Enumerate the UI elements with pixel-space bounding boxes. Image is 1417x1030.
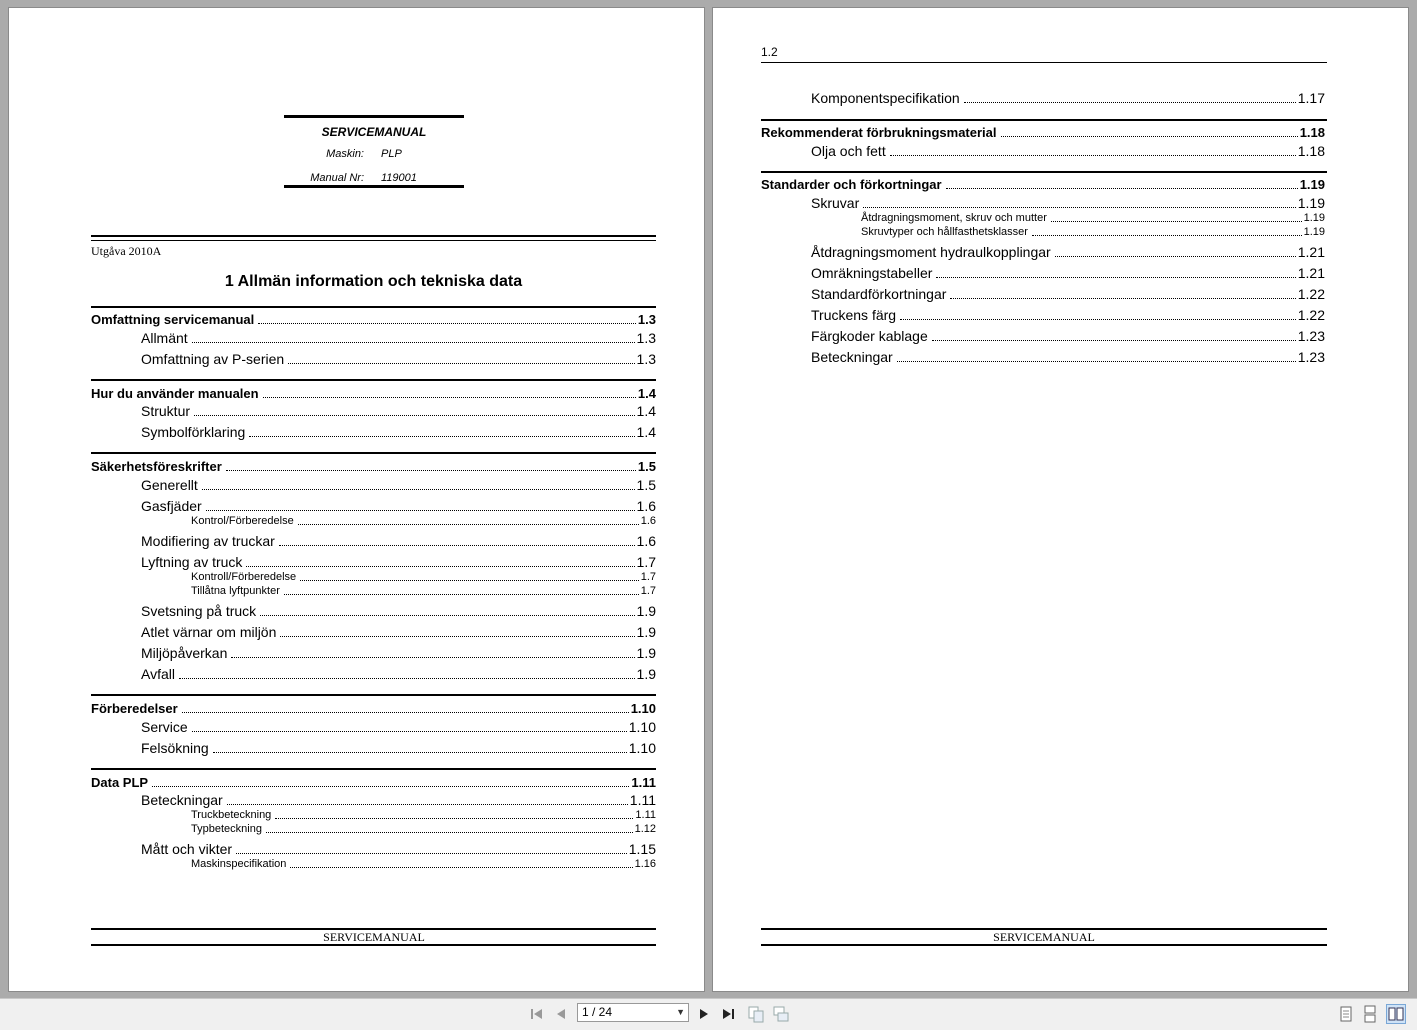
toc-entry[interactable]: Omfattning av P-serien 1.3 (141, 351, 656, 367)
toc-entry[interactable]: Mått och vikter 1.15 (141, 841, 656, 857)
toc-entry[interactable]: Service 1.10 (141, 719, 656, 735)
toc-entry[interactable]: Svetsning på truck 1.9 (141, 603, 656, 619)
page-footer: SERVICEMANUAL (993, 930, 1095, 944)
single-page-view-icon[interactable] (1336, 1004, 1356, 1024)
viewer-toolbar (0, 998, 1417, 1030)
section-rule (91, 694, 656, 696)
toc-entry[interactable]: Typbeteckning 1.12 (191, 823, 656, 835)
section-rule (761, 119, 1327, 121)
last-page-icon[interactable] (718, 1004, 738, 1024)
toc-entry[interactable]: Maskinspecifikation 1.16 (191, 858, 656, 870)
manual-header-title: SERVICEMANUAL (321, 125, 427, 139)
page-footer: SERVICEMANUAL (323, 930, 425, 944)
toc-entry[interactable]: Omräkningstabeller 1.21 (811, 265, 1325, 281)
toc-entry[interactable]: Avfall 1.9 (141, 666, 656, 682)
machine-value: PLP (381, 148, 402, 160)
chevron-down-icon: ▼ (676, 1007, 685, 1017)
toc-entry[interactable]: Säkerhetsföreskrifter 1.5 (91, 459, 656, 474)
toc-entry[interactable]: Skruvtyper och hållfasthetsklasser 1.19 (861, 226, 1325, 238)
manual-number-value: 119001 (381, 172, 417, 184)
page-number-select[interactable] (577, 1003, 689, 1022)
toc-entry[interactable]: Olja och fett 1.18 (811, 143, 1325, 159)
rotate-icon[interactable] (746, 1004, 766, 1024)
two-page-view-icon[interactable] (1386, 1004, 1406, 1024)
page-number: 1.2 (761, 45, 778, 59)
continuous-view-icon[interactable] (1360, 1004, 1380, 1024)
next-page-icon[interactable] (694, 1004, 714, 1024)
toc-entry[interactable]: Kontrol/Förberedelse 1.6 (191, 515, 656, 527)
toc-entry[interactable]: Beteckningar 1.11 (141, 792, 656, 808)
first-page-icon[interactable] (527, 1004, 547, 1024)
toc-entry[interactable]: Felsökning 1.10 (141, 740, 656, 756)
manual-header-box (284, 115, 464, 188)
header-double-rule (91, 235, 656, 241)
section-rule (91, 452, 656, 454)
document-page-right (712, 7, 1409, 992)
toc-entry[interactable]: Gasfjäder 1.6 (141, 498, 656, 514)
toc-entry[interactable]: Truckens färg 1.22 (811, 307, 1325, 323)
toc-entry[interactable]: Standardförkortningar 1.22 (811, 286, 1325, 302)
machine-label: Maskin: (326, 148, 364, 160)
edition-label: Utgåva 2010A (91, 244, 162, 258)
footer-rule-bottom (761, 944, 1327, 946)
section-rule (91, 306, 656, 308)
toc-entry[interactable]: Miljöpåverkan 1.9 (141, 645, 656, 661)
toc-entry[interactable]: Modifiering av truckar 1.6 (141, 533, 656, 549)
toc-entry[interactable]: Tillåtna lyftpunkter 1.7 (191, 585, 656, 597)
footer-rule-bottom (91, 944, 656, 946)
section-rule (91, 768, 656, 770)
toc-entry[interactable]: Beteckningar 1.23 (811, 349, 1325, 365)
chapter-title: 1 Allmän information och tekniska data (224, 273, 523, 290)
page-indicator: 1 / 24 (582, 1005, 613, 1019)
toc-entry[interactable]: Omfattning servicemanual 1.3 (91, 312, 656, 327)
toc-entry[interactable]: Hur du använder manualen 1.4 (91, 386, 656, 401)
toc-entry[interactable]: Allmänt 1.3 (141, 330, 656, 346)
toc-entry[interactable]: Rekommenderat förbrukningsmaterial 1.18 (761, 125, 1325, 140)
section-rule (91, 379, 656, 381)
section-rule (761, 171, 1327, 173)
toc-entry[interactable]: Lyftning av truck 1.7 (141, 554, 656, 570)
toc-entry[interactable]: Standarder och förkortningar 1.19 (761, 177, 1325, 192)
prev-page-icon[interactable] (551, 1004, 571, 1024)
toc-entry[interactable]: Generellt 1.5 (141, 477, 656, 493)
toc-entry[interactable]: Åtdragningsmoment, skruv och mutter 1.19 (861, 212, 1325, 224)
toc-entry[interactable]: Färgkoder kablage 1.23 (811, 328, 1325, 344)
copy-icon[interactable] (771, 1004, 791, 1024)
toc-entry[interactable]: Skruvar 1.19 (811, 195, 1325, 211)
toc-entry[interactable]: Komponentspecifikation 1.17 (811, 90, 1325, 106)
document-page-left (8, 7, 705, 992)
toc-entry[interactable]: Kontroll/Förberedelse 1.7 (191, 571, 656, 583)
toc-entry[interactable]: Symbolförklaring 1.4 (141, 424, 656, 440)
toc-entry[interactable]: Atlet värnar om miljön 1.9 (141, 624, 656, 640)
toc-entry[interactable]: Data PLP 1.11 (91, 775, 656, 790)
manual-number-label: Manual Nr: (310, 172, 364, 184)
header-rule (761, 62, 1327, 63)
toc-entry[interactable]: Förberedelser 1.10 (91, 701, 656, 716)
toc-entry[interactable]: Åtdragningsmoment hydraulkopplingar 1.21 (811, 244, 1325, 260)
toc-entry[interactable]: Struktur 1.4 (141, 403, 656, 419)
toc-entry[interactable]: Truckbeteckning 1.11 (191, 809, 656, 821)
